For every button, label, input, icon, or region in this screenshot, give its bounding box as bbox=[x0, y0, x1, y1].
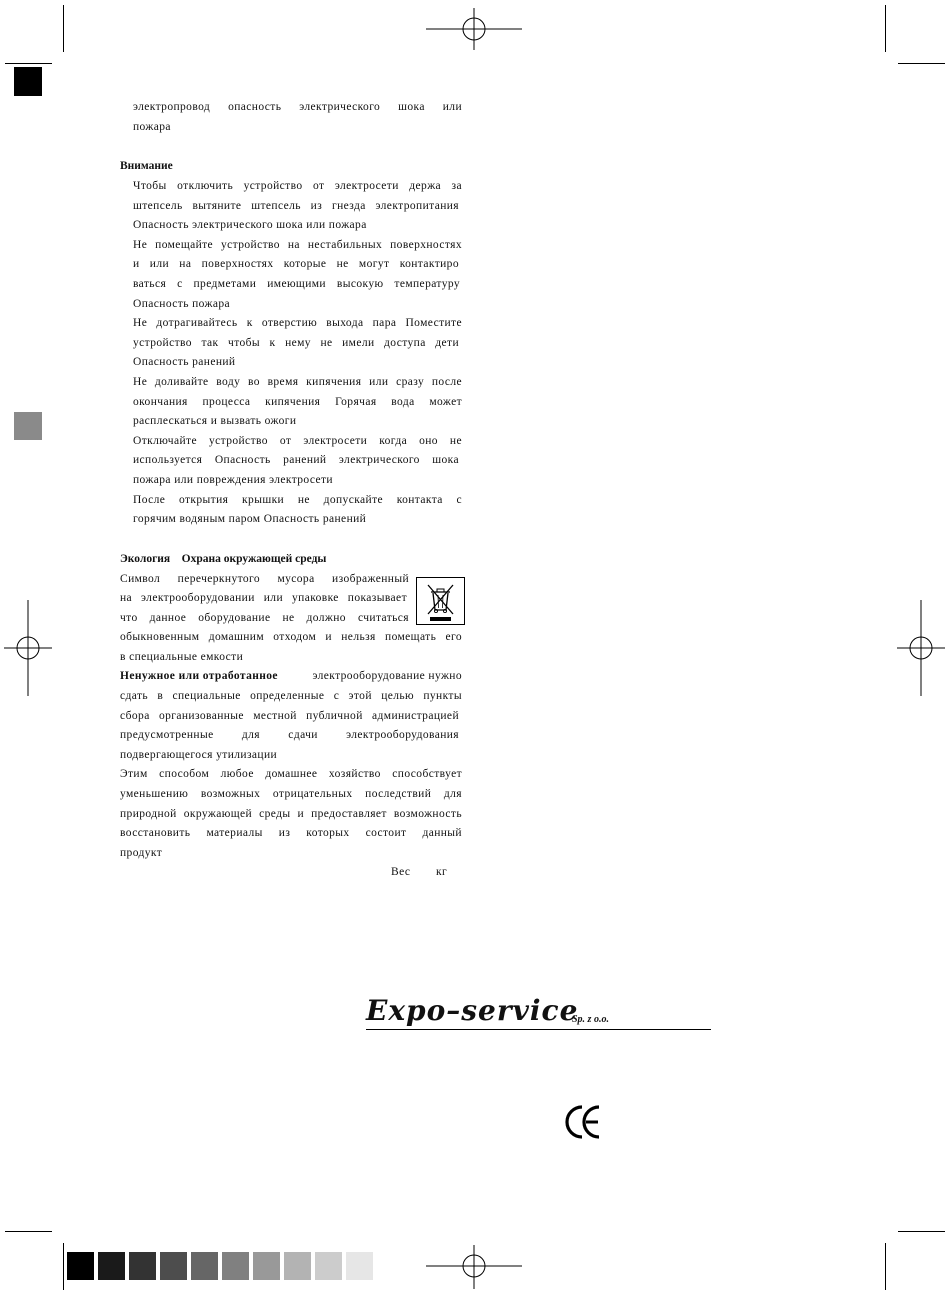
crop-mark-bottom-left-h bbox=[5, 1231, 52, 1232]
warning-line: пожара или повреждения электросети bbox=[133, 474, 333, 486]
color-swatch bbox=[253, 1252, 280, 1280]
warning-line: и или на поверхностях которые не могут контактиро bbox=[133, 258, 459, 270]
warning-line: горячим водяным паром Опасность ранений bbox=[133, 513, 367, 525]
ecology-line: что данное оборудование не должно считаться bbox=[120, 612, 409, 624]
company-logo bbox=[366, 994, 711, 1030]
crop-mark-bottom-right-v bbox=[885, 1243, 886, 1290]
warning-line: Чтобы отключить устройство от электросети держа за bbox=[133, 180, 462, 192]
registration-mark-right bbox=[897, 600, 945, 696]
ecology-line: Символ перечеркнутого мусора изображенный bbox=[120, 573, 409, 585]
disposal-text: электрооборудование нужно bbox=[309, 670, 462, 682]
registration-mark-top bbox=[426, 8, 522, 50]
disposal-line: подвергающегося утилизации bbox=[120, 749, 278, 761]
warning-line: Не помещайте устройство на нестабильных поверхностях bbox=[133, 239, 462, 251]
color-swatch bbox=[315, 1252, 342, 1280]
warning-line: Опасность электрического шока или пожара bbox=[133, 219, 367, 231]
intro-line: электропровод опасность электрического шока или bbox=[133, 101, 462, 113]
warning-line: штепсель вытяните штепсель из гнезда электропитания bbox=[133, 200, 459, 212]
crop-mark-top-left-v bbox=[63, 5, 64, 52]
warning-line: Отключайте устройство от электросети когда оно не bbox=[133, 435, 462, 447]
color-swatch bbox=[346, 1252, 373, 1280]
warning-line: устройство так чтобы к нему не имели доступа дети bbox=[133, 337, 459, 349]
color-swatch bbox=[284, 1252, 311, 1280]
household-line: природной окружающей среды и предоставляет возможность bbox=[120, 808, 462, 820]
registration-mark-left bbox=[4, 600, 52, 696]
intro-line: пожара bbox=[133, 121, 171, 133]
color-swatch bbox=[191, 1252, 218, 1280]
weight-label: Вес bbox=[391, 866, 411, 878]
crossed-out-bin-icon bbox=[416, 577, 465, 625]
warning-line: После открытия крышки не допускайте контакта с bbox=[133, 494, 462, 506]
gray-color-block bbox=[14, 412, 42, 440]
ecology-line: на электрооборудовании или упаковке показывает bbox=[120, 592, 407, 604]
disposal-line: сдать в специальные определенные с этой целью пункты bbox=[120, 690, 462, 702]
disposal-line bbox=[120, 670, 462, 682]
warning-line: Опасность пожара bbox=[133, 298, 231, 310]
black-color-block bbox=[14, 67, 42, 96]
warning-line: окончания процесса кипячения Горячая вода может bbox=[133, 396, 462, 408]
logo-suffix: Sp. z o.o. bbox=[572, 1014, 609, 1025]
crop-mark-top-left-h bbox=[5, 63, 52, 64]
logo-underline bbox=[366, 1029, 711, 1030]
crop-mark-top-right-h bbox=[898, 63, 945, 64]
warning-line: Не дотрагивайтесь к отверстию выхода пара Поместите bbox=[133, 317, 462, 329]
warning-line: Не доливайте воду во время кипячения или сразу после bbox=[133, 376, 462, 388]
weight-unit: кг bbox=[436, 866, 448, 878]
color-swatch bbox=[160, 1252, 187, 1280]
household-line: восстановить материалы из которых состоит данный bbox=[120, 827, 462, 839]
warning-line: ваться с предметами имеющими высокую температуру bbox=[133, 278, 460, 290]
disposal-line: сбора организованные местной публичной администрацией bbox=[120, 710, 459, 722]
color-swatch bbox=[98, 1252, 125, 1280]
ecology-line: в специальные емкости bbox=[120, 651, 244, 663]
household-line: уменьшению возможных отрицательных последствий для bbox=[120, 788, 462, 800]
color-swatch bbox=[129, 1252, 156, 1280]
disposal-line: предусмотренные для сдачи электрооборудования bbox=[120, 729, 459, 741]
registration-mark-bottom bbox=[426, 1245, 522, 1289]
ecology-line: обыкновенным домашним отходом и нельзя помещать его bbox=[120, 631, 462, 643]
warning-heading: Внимание bbox=[120, 160, 173, 172]
crop-mark-bottom-left-v bbox=[63, 1243, 64, 1290]
ce-mark-icon bbox=[565, 1104, 601, 1140]
color-swatch bbox=[222, 1252, 249, 1280]
crop-mark-bottom-right-h bbox=[898, 1231, 945, 1232]
crop-mark-top-right-v bbox=[885, 5, 886, 52]
disposal-bold-text: Ненужное или отработанное bbox=[120, 670, 278, 682]
warning-line: Опасность ранений bbox=[133, 356, 236, 368]
household-line: Этим способом любое домашнее хозяйство способствует bbox=[120, 768, 462, 780]
ecology-heading: Экология Охрана окружающей среды bbox=[120, 553, 327, 565]
color-swatch bbox=[67, 1252, 94, 1280]
warning-line: расплескаться и вызвать ожоги bbox=[133, 415, 297, 427]
logo-name: Expo–service bbox=[366, 994, 579, 1027]
warning-line: используется Опасность ранений электрического шока bbox=[133, 454, 459, 466]
household-line: продукт bbox=[120, 847, 163, 859]
